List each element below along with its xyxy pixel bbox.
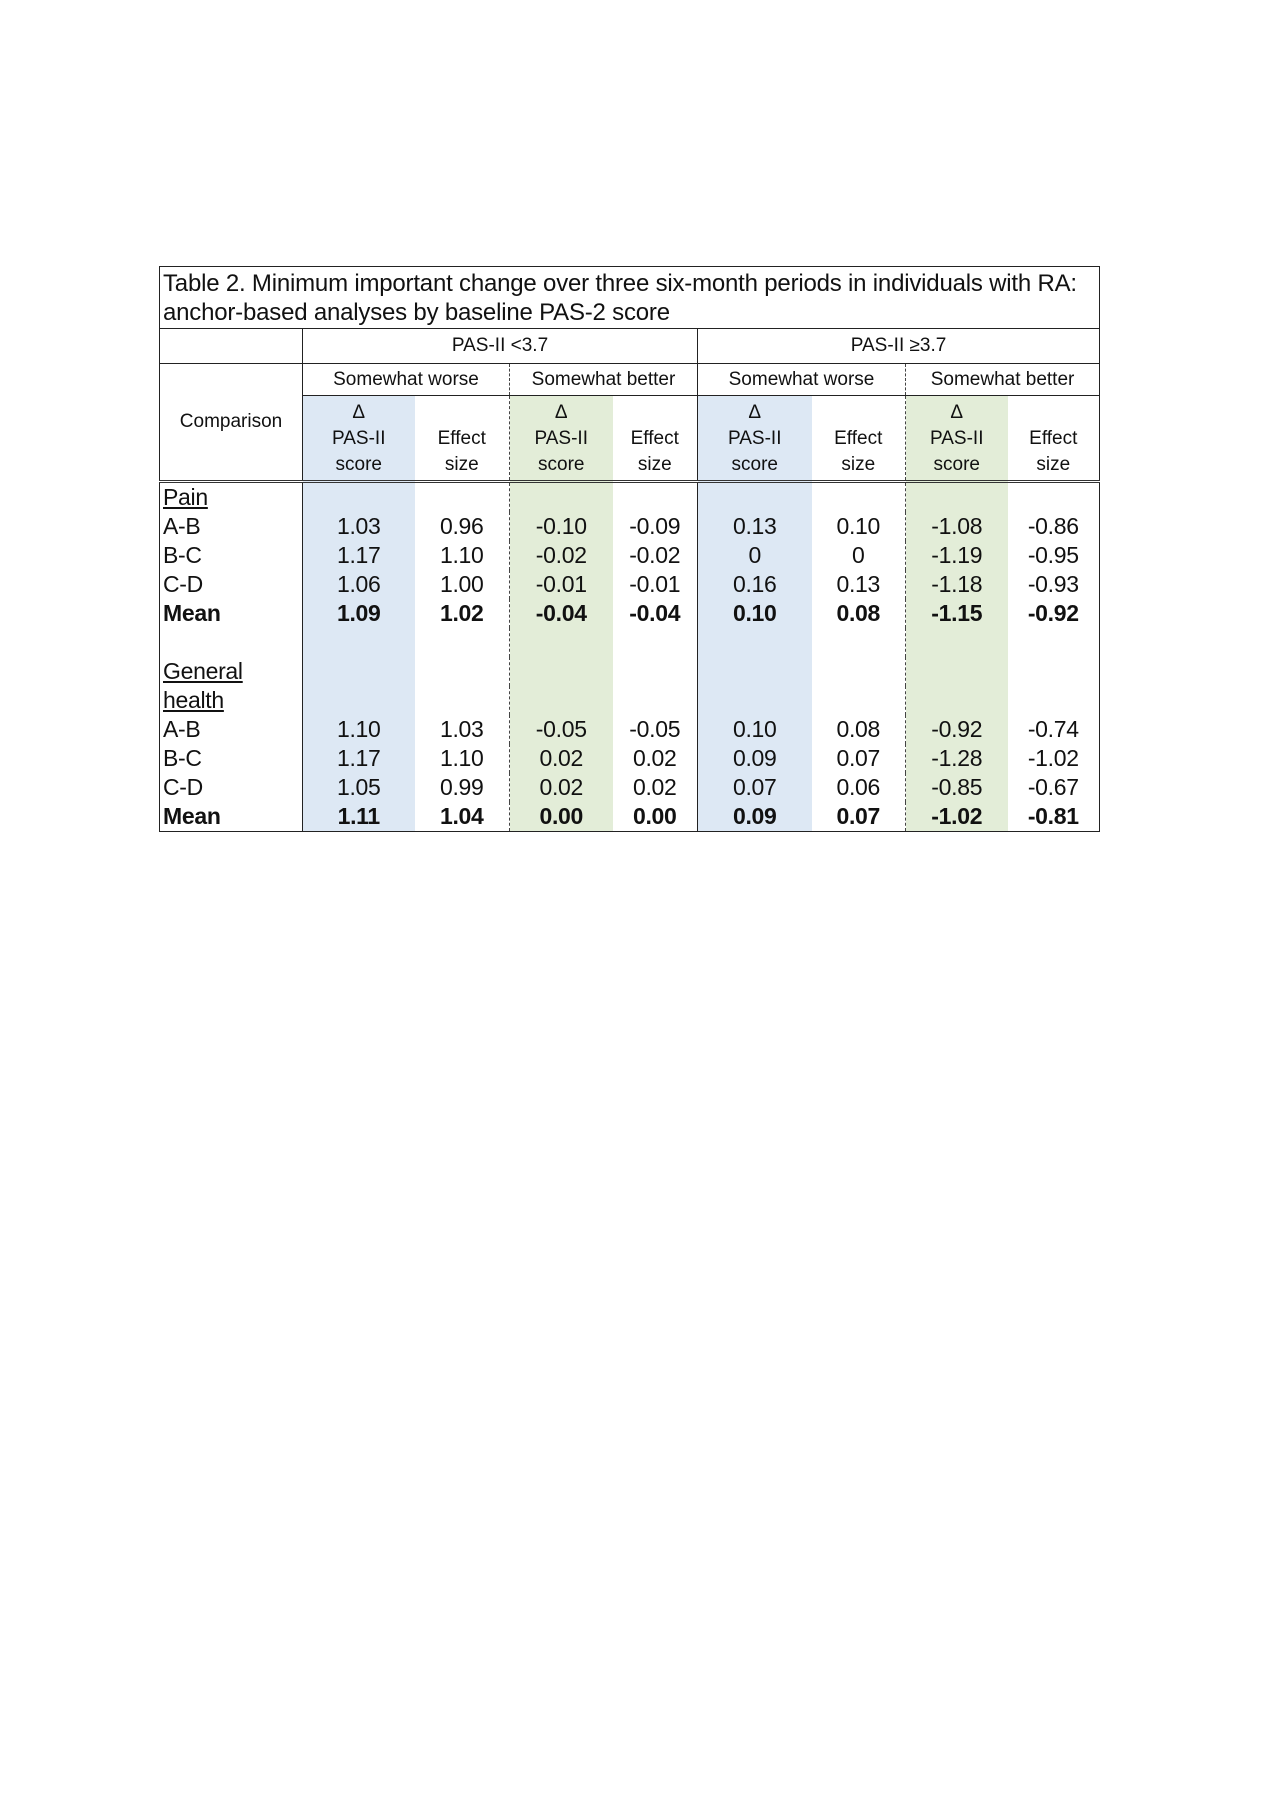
cell: -0.10 [510,512,613,541]
cell: 0.10 [698,599,812,628]
table-row [160,512,1100,541]
cell: 0.02 [510,744,613,773]
cell: -0.02 [510,541,613,570]
cell: -0.86 [1027,513,1079,539]
row-label: B-C [163,542,202,568]
cell: 0.08 [836,716,881,742]
col-header-delta-score: Δ PAS-II score [510,396,613,482]
table-row-mean [160,802,1100,832]
cell: -0.74 [1027,716,1079,742]
col-header-effect-size: Effect size [613,396,698,482]
cell: 0 [852,542,865,568]
cell: -1.08 [906,512,1008,541]
cell: -1.02 [906,802,1008,832]
caption-line-2: anchor-based analyses by baseline PAS-2 score [163,299,670,326]
cell: -0.81 [1008,802,1100,832]
cell: 0.96 [439,513,484,539]
cell: 1.11 [303,802,415,832]
section-heading-row [160,686,1100,715]
row-label: A-B [163,716,201,742]
cell: 1.05 [303,773,415,802]
cell: -0.04 [510,599,613,628]
cell: 0.00 [510,802,613,832]
cell: -0.02 [629,542,681,568]
row-label: A-B [163,513,201,539]
subheader-worse-high: Somewhat worse [698,364,906,396]
cell: 0.13 [698,512,812,541]
col-header-effect-size: Effect size [415,396,510,482]
cell: 1.03 [303,512,415,541]
table-row [160,541,1100,570]
cell: 1.17 [303,541,415,570]
cell: 0.00 [613,802,698,832]
cell: 1.17 [303,744,415,773]
cell: -0.93 [1027,571,1079,597]
min-important-change-table [159,266,1100,832]
cell: -0.09 [629,513,681,539]
col-header-delta-score: Δ PAS-II score [303,396,415,482]
cell: -0.92 [906,715,1008,744]
col-header-delta-score: Δ PAS-II score [906,396,1008,482]
caption-line-1: Table 2. Minimum important change over three six-month periods in individuals with RA: [163,270,1077,297]
cell: 1.10 [303,715,415,744]
cell: -1.02 [1027,745,1079,771]
table-row [160,744,1100,773]
cell: 0.09 [698,802,812,832]
group-header-low: PAS-II <3.7 [303,329,698,364]
cell: -0.95 [1027,542,1079,568]
table-row [160,773,1100,802]
section-heading-row [160,657,1100,686]
cell: -0.92 [1027,600,1079,626]
cell: -0.85 [906,773,1008,802]
subheader-worse-low: Somewhat worse [303,364,510,396]
cell: 0.10 [698,715,812,744]
row-label: Mean [163,600,221,626]
comparison-header: Comparison [160,364,303,482]
section-heading-general-health-2: health [163,687,224,713]
row-label: C-D [163,774,203,800]
spacer-row [160,628,1100,657]
cell: 0.07 [836,745,881,771]
cell: -1.28 [906,744,1008,773]
cell: 1.03 [439,716,484,742]
col-header-delta-score: Δ PAS-II score [698,396,812,482]
cell: -1.19 [906,541,1008,570]
table-row [160,715,1100,744]
cell: -0.04 [629,600,681,626]
cell: -1.15 [906,599,1008,628]
col-header-effect-size: Effect size [812,396,906,482]
row-label: C-D [163,571,203,597]
cell: -0.01 [510,570,613,599]
cell: 1.04 [415,802,510,832]
col-header-effect-size: Effect size [1008,396,1100,482]
cell: 1.10 [439,542,484,568]
group-header-high: PAS-II ≥3.7 [698,329,1100,364]
cell: 0.06 [836,774,881,800]
cell: 0.16 [698,570,812,599]
cell: -0.67 [1027,774,1079,800]
cell: 1.10 [439,745,484,771]
cell: -0.05 [629,716,681,742]
cell: -0.01 [629,571,681,597]
table-row-mean [160,599,1100,628]
cell: 0 [698,541,812,570]
cell: 1.09 [303,599,415,628]
cell: 0.02 [632,745,677,771]
cell: 0.08 [836,600,881,626]
cell: -0.05 [510,715,613,744]
subheader-better-low: Somewhat better [510,364,698,396]
cell: 0.10 [836,513,881,539]
table-row [160,570,1100,599]
cell: 0.99 [439,774,484,800]
cell: 0.02 [510,773,613,802]
table-caption [160,267,1100,329]
row-label: Mean [160,802,303,832]
row-label: B-C [163,745,202,771]
cell: 0.02 [632,774,677,800]
cell: 0.09 [698,744,812,773]
cell: 1.06 [303,570,415,599]
cell: 0.13 [836,571,881,597]
corner-cell [160,329,303,364]
cell: 0.07 [812,802,906,832]
cell: 1.02 [439,600,484,626]
section-heading-pain: Pain [163,484,208,510]
cell: 0.07 [698,773,812,802]
section-heading-general-health-1: General [163,658,243,684]
subheader-better-high: Somewhat better [906,364,1100,396]
cell: 1.00 [439,571,484,597]
section-heading-row [160,482,1100,513]
cell: -1.18 [906,570,1008,599]
